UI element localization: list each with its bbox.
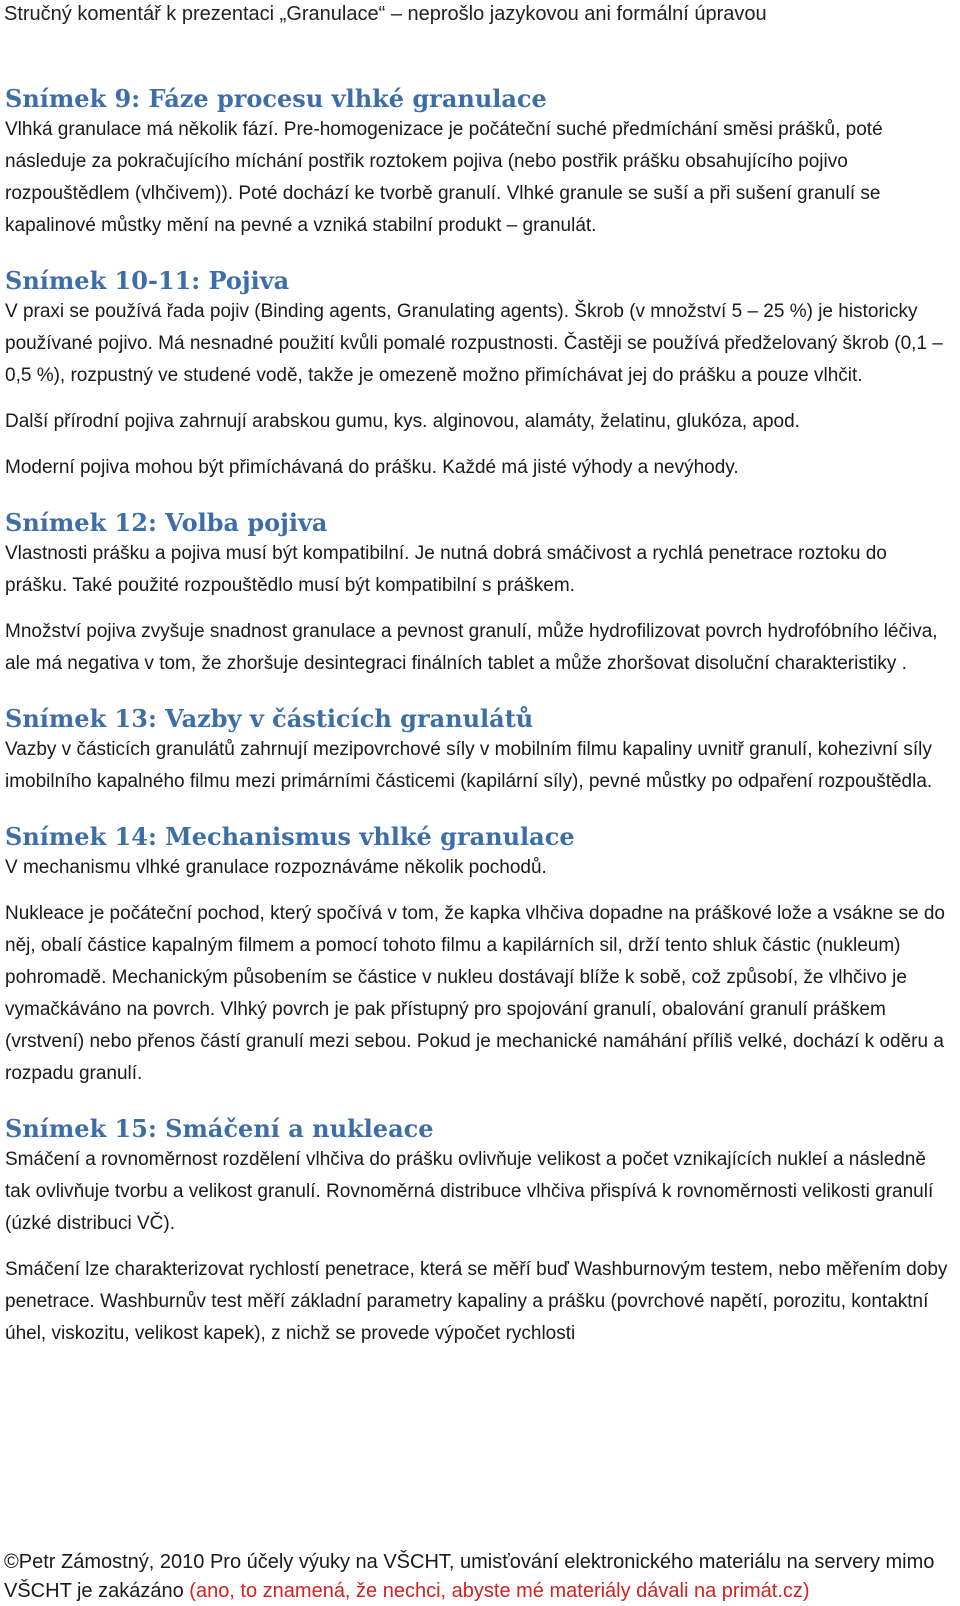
paragraph: Vazby v částicích granulátů zahrnují mezipovrchové síly v mobilním filmu kapaliny uvnitř granulí, kohezivní síly imobilního kapalného filmu mezi primárními částicemi (kapilární síly), pevné můstky po odpaření rozpouštědla. xyxy=(5,739,933,792)
section-heading: Snímek 13: Vazby v částicích granulátů xyxy=(5,704,534,733)
copyright-warning: (ano, to znamená, že nechci, abyste mé materiály dávali na primát.cz) xyxy=(189,1580,810,1602)
section-heading: Snímek 9: Fáze procesu vlhké granulace xyxy=(5,84,547,113)
paragraph: Vlastnosti prášku a pojiva musí být kompatibilní. Je nutná dobrá smáčivost a rychlá penetrace roztoku do prášku. Také použité rozpouštědlo musí být kompatibilní s práškem. xyxy=(5,543,887,596)
page-header: Stručný komentář k prezentaci „Granulace“ – neprošlo jazykovou ani formální úpravou xyxy=(4,3,767,25)
page-footer xyxy=(4,1548,954,1606)
section-snimek-10-11 xyxy=(5,264,950,484)
paragraph: Smáčení lze charakterizovat rychlostí penetrace, která se měří buď Washburnovým testem, nebo měřením doby penetrace. Washburnův test měří základní parametry kapaliny a prášku (povrchové napětí, porozitu, kontaktní úhel, viskozitu, velikost kapek), z nichž se provede výpočet rychlosti xyxy=(5,1259,948,1344)
paragraph: Množství pojiva zvyšuje snadnost granulace a pevnost granulí, může hydrofilizovat povrch hydrofóbního léčiva, ale má negativa v tom, že zhoršuje desintegraci finálních tablet a může zhoršovat disoluční charakteristiky . xyxy=(5,621,938,674)
section-snimek-14 xyxy=(5,820,950,1090)
section-snimek-12 xyxy=(5,506,950,680)
section-snimek-9 xyxy=(5,82,950,242)
document-body xyxy=(5,82,950,1372)
paragraph: V praxi se používá řada pojiv (Binding agents, Granulating agents). Škrob (v množství 5 – 25 %) je historicky používané pojivo. Má nesnadné použití kvůli pomalé rozpustnosti. Častěji se používá předželovaný škrob (0,1 – 0,5 %), rozpustný ve studené vodě, takže je omezeně možno přimíchávat jej do prášku a pouze vlhčit. xyxy=(5,301,943,386)
paragraph: Moderní pojiva mohou být přimíchávaná do prášku. Každé má jisté výhody a nevýhody. xyxy=(5,457,739,478)
section-heading: Snímek 10-11: Pojiva xyxy=(5,266,290,295)
paragraph: Smáčení a rovnoměrnost rozdělení vlhčiva do prášku ovlivňuje velikost a počet vznikajících nukleí a následně tak ovlivňuje tvorbu a velikost granulí. Rovnoměrná distribuce vlhčiva přispívá k rovnoměrnosti velikosti granulí (úzké distribuci VČ). xyxy=(5,1149,934,1234)
paragraph: Vlhká granulace má několik fází. Pre-homogenizace je počáteční suché předmíchání směsi prášků, poté následuje za pokračujícího míchání postřik roztokem pojiva (nebo postřik prášku obsahujícího pojivo rozpouštědlem (vlhčivem)). Poté dochází ke tvorbě granulí. Vlhké granule se suší a při sušení granulí se kapalinové můstky mění na pevné a vzniká stabilní produkt – granulát. xyxy=(5,119,883,236)
copyright-notice: ©Petr Zámostný, 2010 Pro účely výuky na VŠCHT, umisťování elektronického materiálu na servery mimo VŠCHT je zakázáno xyxy=(4,1551,935,1602)
paragraph: Další přírodní pojiva zahrnují arabskou gumu, kys. alginovou, alamáty, želatinu, glukóza, apod. xyxy=(5,411,800,432)
paragraph: V mechanismu vlhké granulace rozpoznáváme několik pochodů. xyxy=(5,857,547,878)
paragraph: Nukleace je počáteční pochod, který spočívá v tom, že kapka vlhčiva dopadne na práškové lože a vsákne se do něj, obalí částice kapalným filmem a pomocí tohoto filmu a kapilárních sil, drží tento shluk částic (nukleum) pohromadě. Mechanickým působením se částice v nukleu dostávají blíže k sobě, což způsobí, že vlhčivo je vymačkáváno na povrch. Vlhký povrch je pak přístupný pro spojování granulí, obalování granulí práškem (vrstvení) nebo přenos částí granulí mezi sebou. Pokud je mechanické namáhání příliš velké, dochází k oděru a rozpadu granulí. xyxy=(5,903,945,1084)
section-heading: Snímek 12: Volba pojiva xyxy=(5,508,328,537)
section-snimek-13 xyxy=(5,702,950,798)
section-snimek-15 xyxy=(5,1112,950,1350)
section-heading: Snímek 14: Mechanismus vhlké granulace xyxy=(5,822,575,851)
section-heading: Snímek 15: Smáčení a nukleace xyxy=(5,1114,434,1143)
